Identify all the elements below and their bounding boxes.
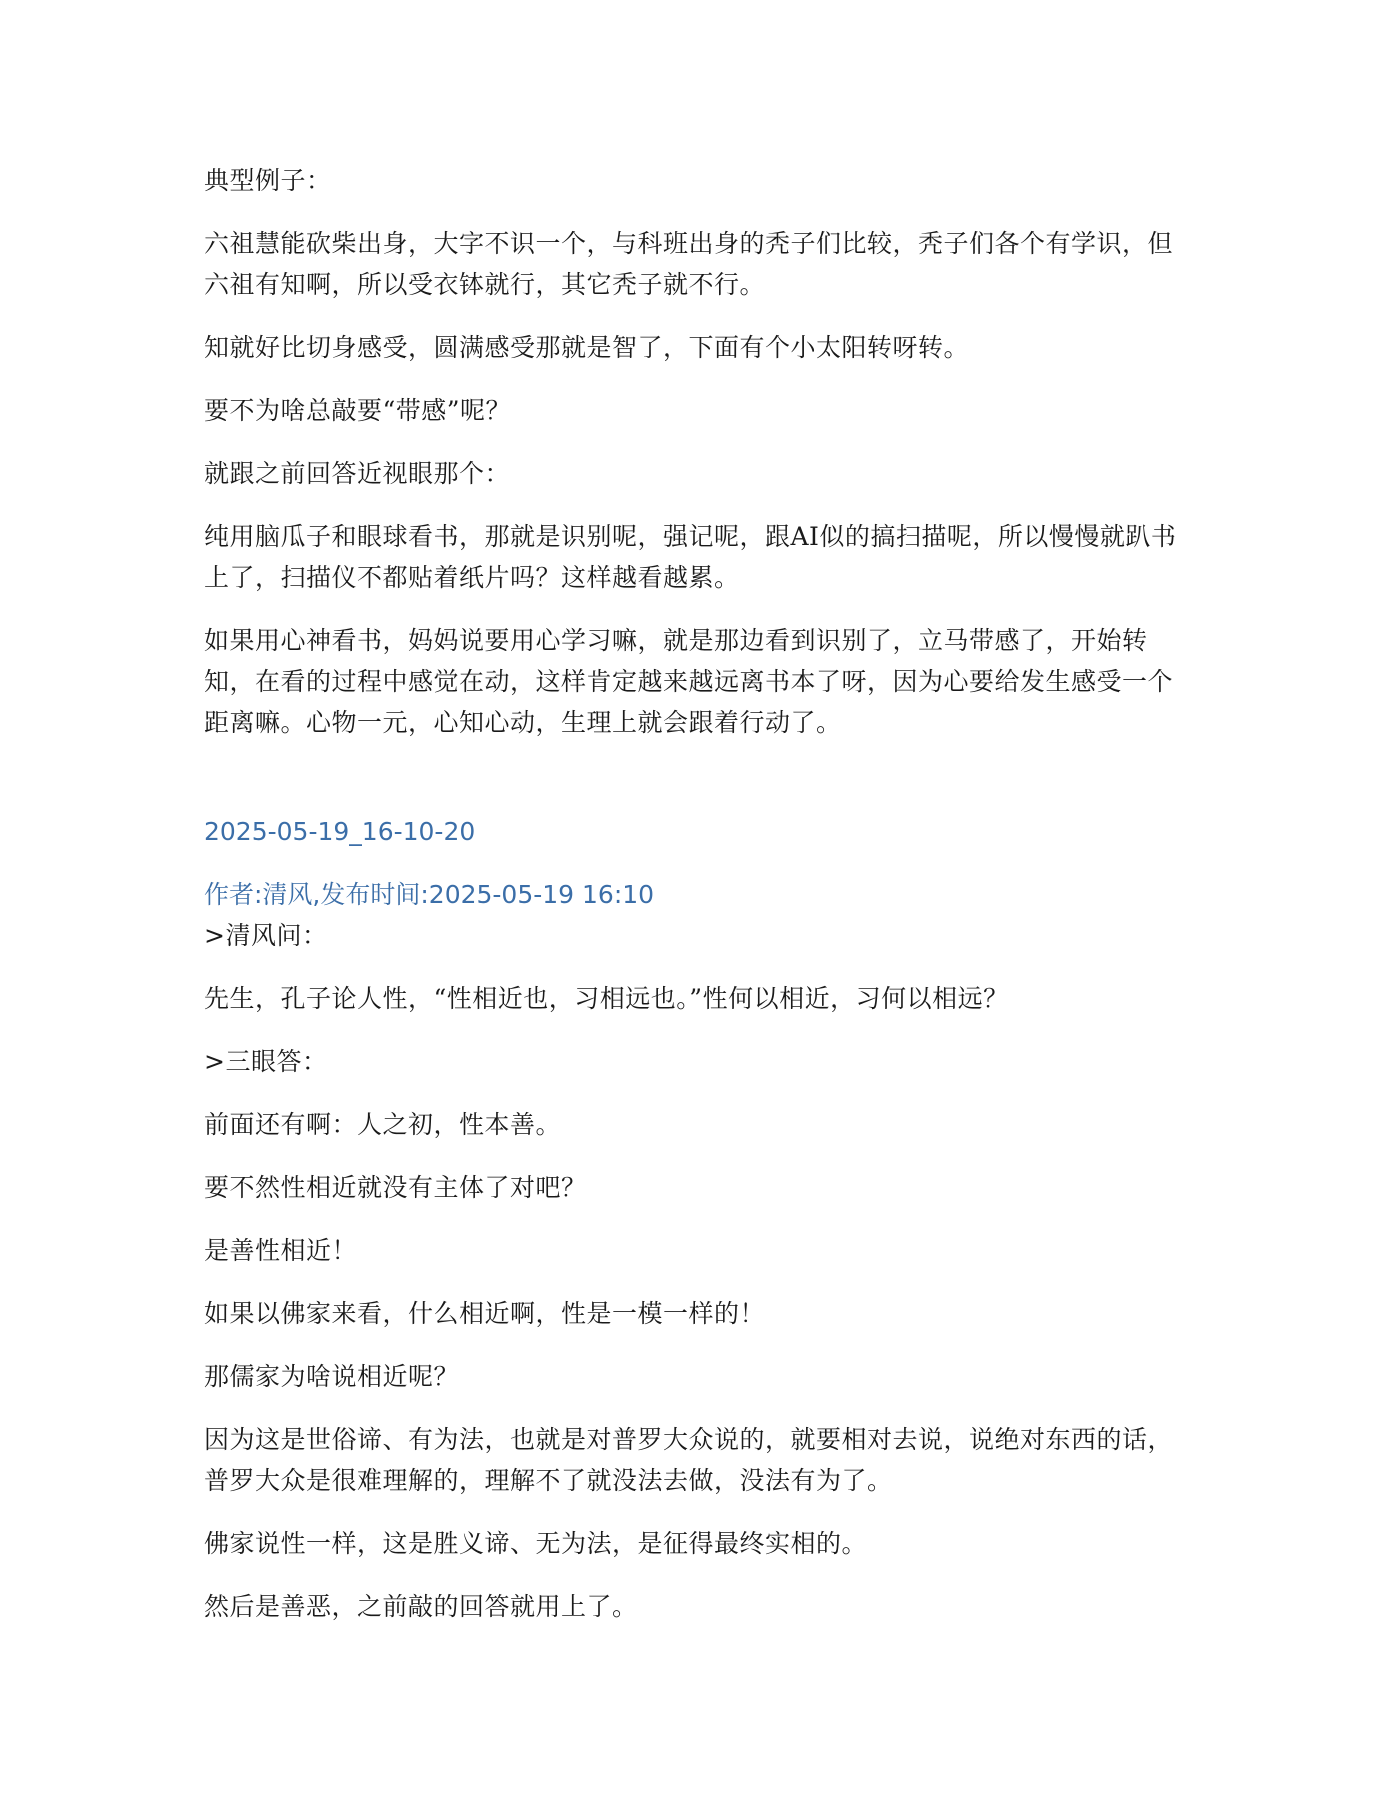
paragraph: 那儒家为啥说相近呢？ (204, 1362, 460, 1391)
paragraph: 如果用心神看书，妈妈说要用心学习嘛，就是那边看到识别了，立马带感了，开始转知，在看的过程中感觉在动，这样肯定越来越远离书本了呀，因为心要给发生感受一个距离嘛。心物一元，心知心动，生理上就会跟着行动了。 (204, 626, 1174, 737)
paragraph: 就跟之前回答近视眼那个： (204, 459, 511, 488)
question-text: 先生，孔子论人性，“性相近也，习相远也。”性何以相近，习何以相远？ (204, 984, 1009, 1013)
post-byline: 作者:清风,发布时间:2025-05-19 16:10 (204, 880, 655, 909)
paragraph: 知就好比切身感受，圆满感受那就是智了，下面有个小太阳转呀转。 (204, 333, 970, 362)
paragraph: 如果以佛家来看，什么相近啊，性是一模一样的！ (204, 1299, 766, 1328)
answer-label: >三眼答： (204, 1047, 328, 1076)
paragraph: 佛家说性一样，这是胜义谛、无为法，是征得最终实相的。 (204, 1529, 868, 1558)
question-label: >清风问： (204, 921, 328, 950)
paragraph: 六祖慧能砍柴出身，大字不识一个，与科班出身的秃子们比较，秃子们各个有学识，但六祖有知啊，所以受衣钵就行，其它秃子就不行。 (204, 229, 1174, 299)
post-timestamp: 2025-05-19_16-10-20 (204, 817, 476, 846)
paragraph: 然后是善恶，之前敲的回答就用上了。 (204, 1592, 638, 1621)
paragraph: 前面还有啊：人之初，性本善。 (204, 1110, 562, 1139)
document-page (204, 160, 1194, 1627)
paragraph: 因为这是世俗谛、有为法，也就是对普罗大众说的，就要相对去说，说绝对东西的话，普罗大众是很难理解的，理解不了就没法去做，没法有为了。 (204, 1425, 1174, 1495)
paragraph: 纯用脑瓜子和眼球看书，那就是识别呢，强记呢，跟AI似的搞扫描呢，所以慢慢就趴书上了，扫描仪不都贴着纸片吗？这样越看越累。 (204, 522, 1177, 592)
section-spacer (204, 765, 1194, 811)
paragraph: 是善性相近！ (204, 1236, 358, 1265)
paragraph: 要不然性相近就没有主体了对吧？ (204, 1173, 587, 1202)
paragraph: 典型例子： (204, 166, 332, 195)
paragraph: 要不为啥总敲要“带感”呢？ (204, 396, 512, 425)
